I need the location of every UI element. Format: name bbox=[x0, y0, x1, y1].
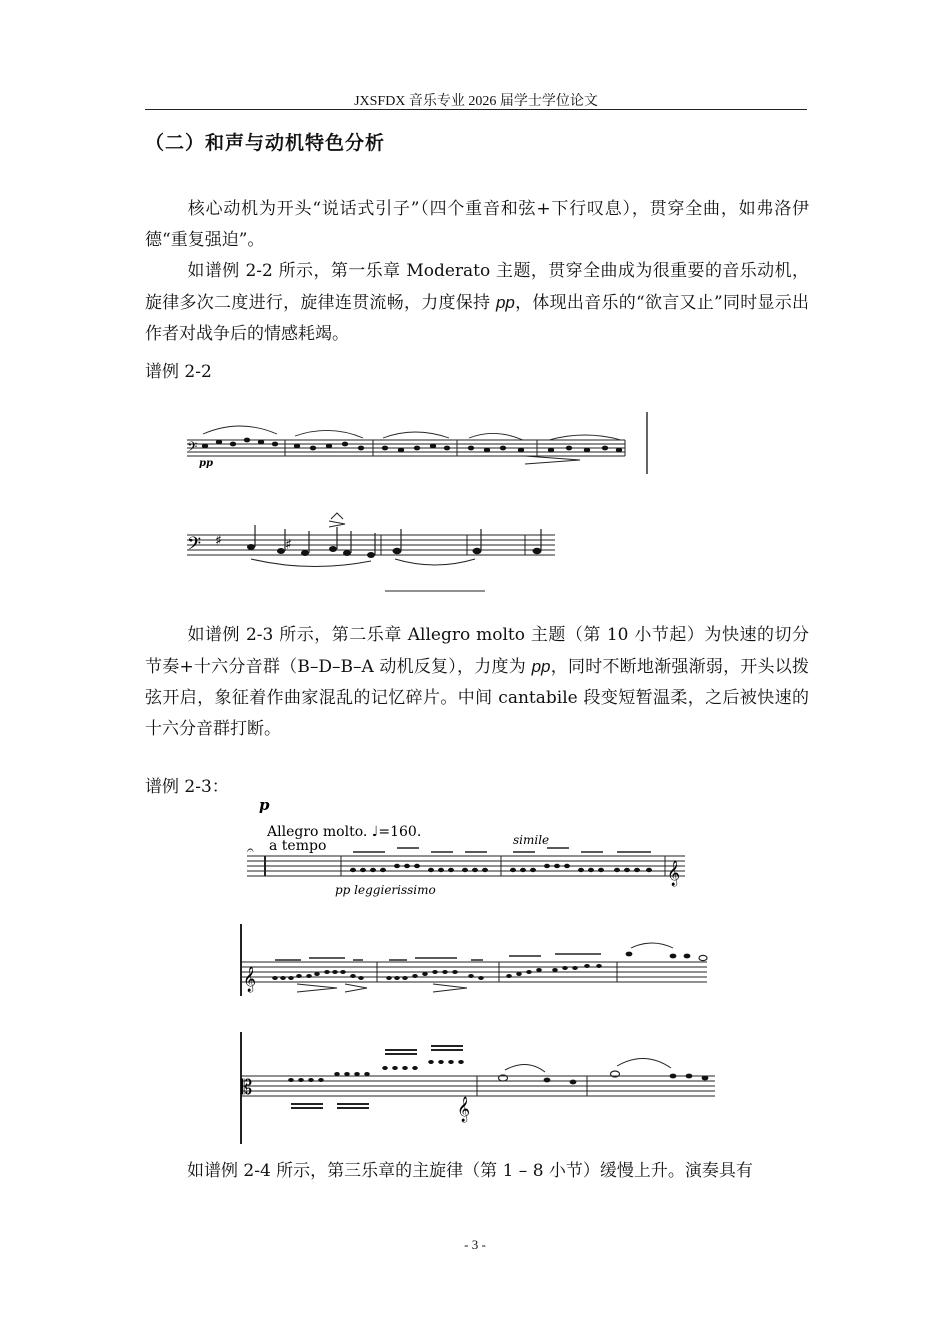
dynamic-pp-2: pp bbox=[531, 657, 551, 676]
leggierissimo-marking: pp leggierissimo bbox=[335, 883, 436, 897]
paragraph-2-text-a: 如谱例 2-2 所示，第一乐章 Moderato 主题，贯穿全曲成为很重要的音乐动机，旋律多次二度进行，旋律连贯流畅，力度保持 bbox=[145, 261, 809, 313]
paragraph-1 bbox=[145, 194, 809, 256]
paragraph-4 bbox=[145, 1156, 809, 1187]
score-dynamic-pp: pp bbox=[199, 458, 213, 469]
svg-text:𝄢: 𝄢 bbox=[187, 534, 202, 559]
score-example-2-3-line-3 bbox=[237, 1030, 717, 1148]
paragraph-3-text-b: ，同时不断地渐强渐弱，开头以拨弦开启，象征着作曲家混乱的记忆碎片。中间 cantabile 段变短暂温柔，之后被快速的十六分音群打断。 bbox=[145, 657, 809, 739]
svg-text:𝄡: 𝄡 bbox=[241, 1075, 253, 1099]
score-example-2-3-line-1 bbox=[245, 782, 695, 900]
paragraph-1-text: 核心动机为开头“说话式引子”（四个重音和弦+下行叹息），贯穿全曲，如弗洛伊德“重复强迫”。 bbox=[145, 199, 809, 250]
paragraph-2-text-b: ，体现出音乐的“欲言又止”同时显示出作者对战争后的情感耗竭。 bbox=[145, 293, 810, 344]
example-2-3-label: 谱例 2-3： bbox=[145, 777, 229, 797]
dynamic-pp: pp bbox=[495, 293, 515, 312]
svg-text:𝄢: 𝄢 bbox=[187, 439, 198, 458]
svg-text:𝄞: 𝄞 bbox=[243, 967, 257, 992]
paragraph-4-text: 如谱例 2-4 所示，第三乐章的主旋律（第 1 – 8 小节）缓慢上升。演奏具有 bbox=[187, 1161, 753, 1181]
page-number: - 3 - bbox=[464, 1237, 486, 1252]
svg-text:♯: ♯ bbox=[285, 537, 292, 553]
example-2-2-label: 谱例 2-2 bbox=[145, 362, 212, 382]
paragraph-3 bbox=[145, 620, 809, 745]
score-dynamic-p: p bbox=[259, 796, 270, 814]
header-rule bbox=[145, 109, 807, 110]
score-example-2-2-line-1 bbox=[185, 410, 655, 480]
tempo-marking: Allegro molto. ♩=160. bbox=[267, 824, 422, 840]
simile-marking: simile bbox=[513, 833, 550, 847]
paragraph-2 bbox=[145, 256, 809, 350]
score-example-2-2-line-2 bbox=[185, 505, 565, 600]
svg-text:𝄐: 𝄐 bbox=[247, 843, 254, 857]
a-tempo-marking: a tempo bbox=[269, 838, 327, 854]
svg-text:𝄞: 𝄞 bbox=[457, 1097, 471, 1122]
score-example-2-3-line-2 bbox=[237, 920, 717, 1000]
svg-text:𝄞: 𝄞 bbox=[667, 861, 681, 886]
paragraph-3-text-a: 如谱例 2-3 所示，第二乐章 Allegro molto 主题（第 10 小节起）为快速的切分节奏+十六分音群（B–D–B–A 动机反复），力度为 bbox=[145, 625, 809, 677]
running-header: JXSFDX 音乐专业 2026 届学士学位论文 bbox=[354, 94, 598, 109]
section-title: （二）和声与动机特色分析 bbox=[145, 132, 386, 154]
svg-text:♯: ♯ bbox=[215, 533, 222, 549]
